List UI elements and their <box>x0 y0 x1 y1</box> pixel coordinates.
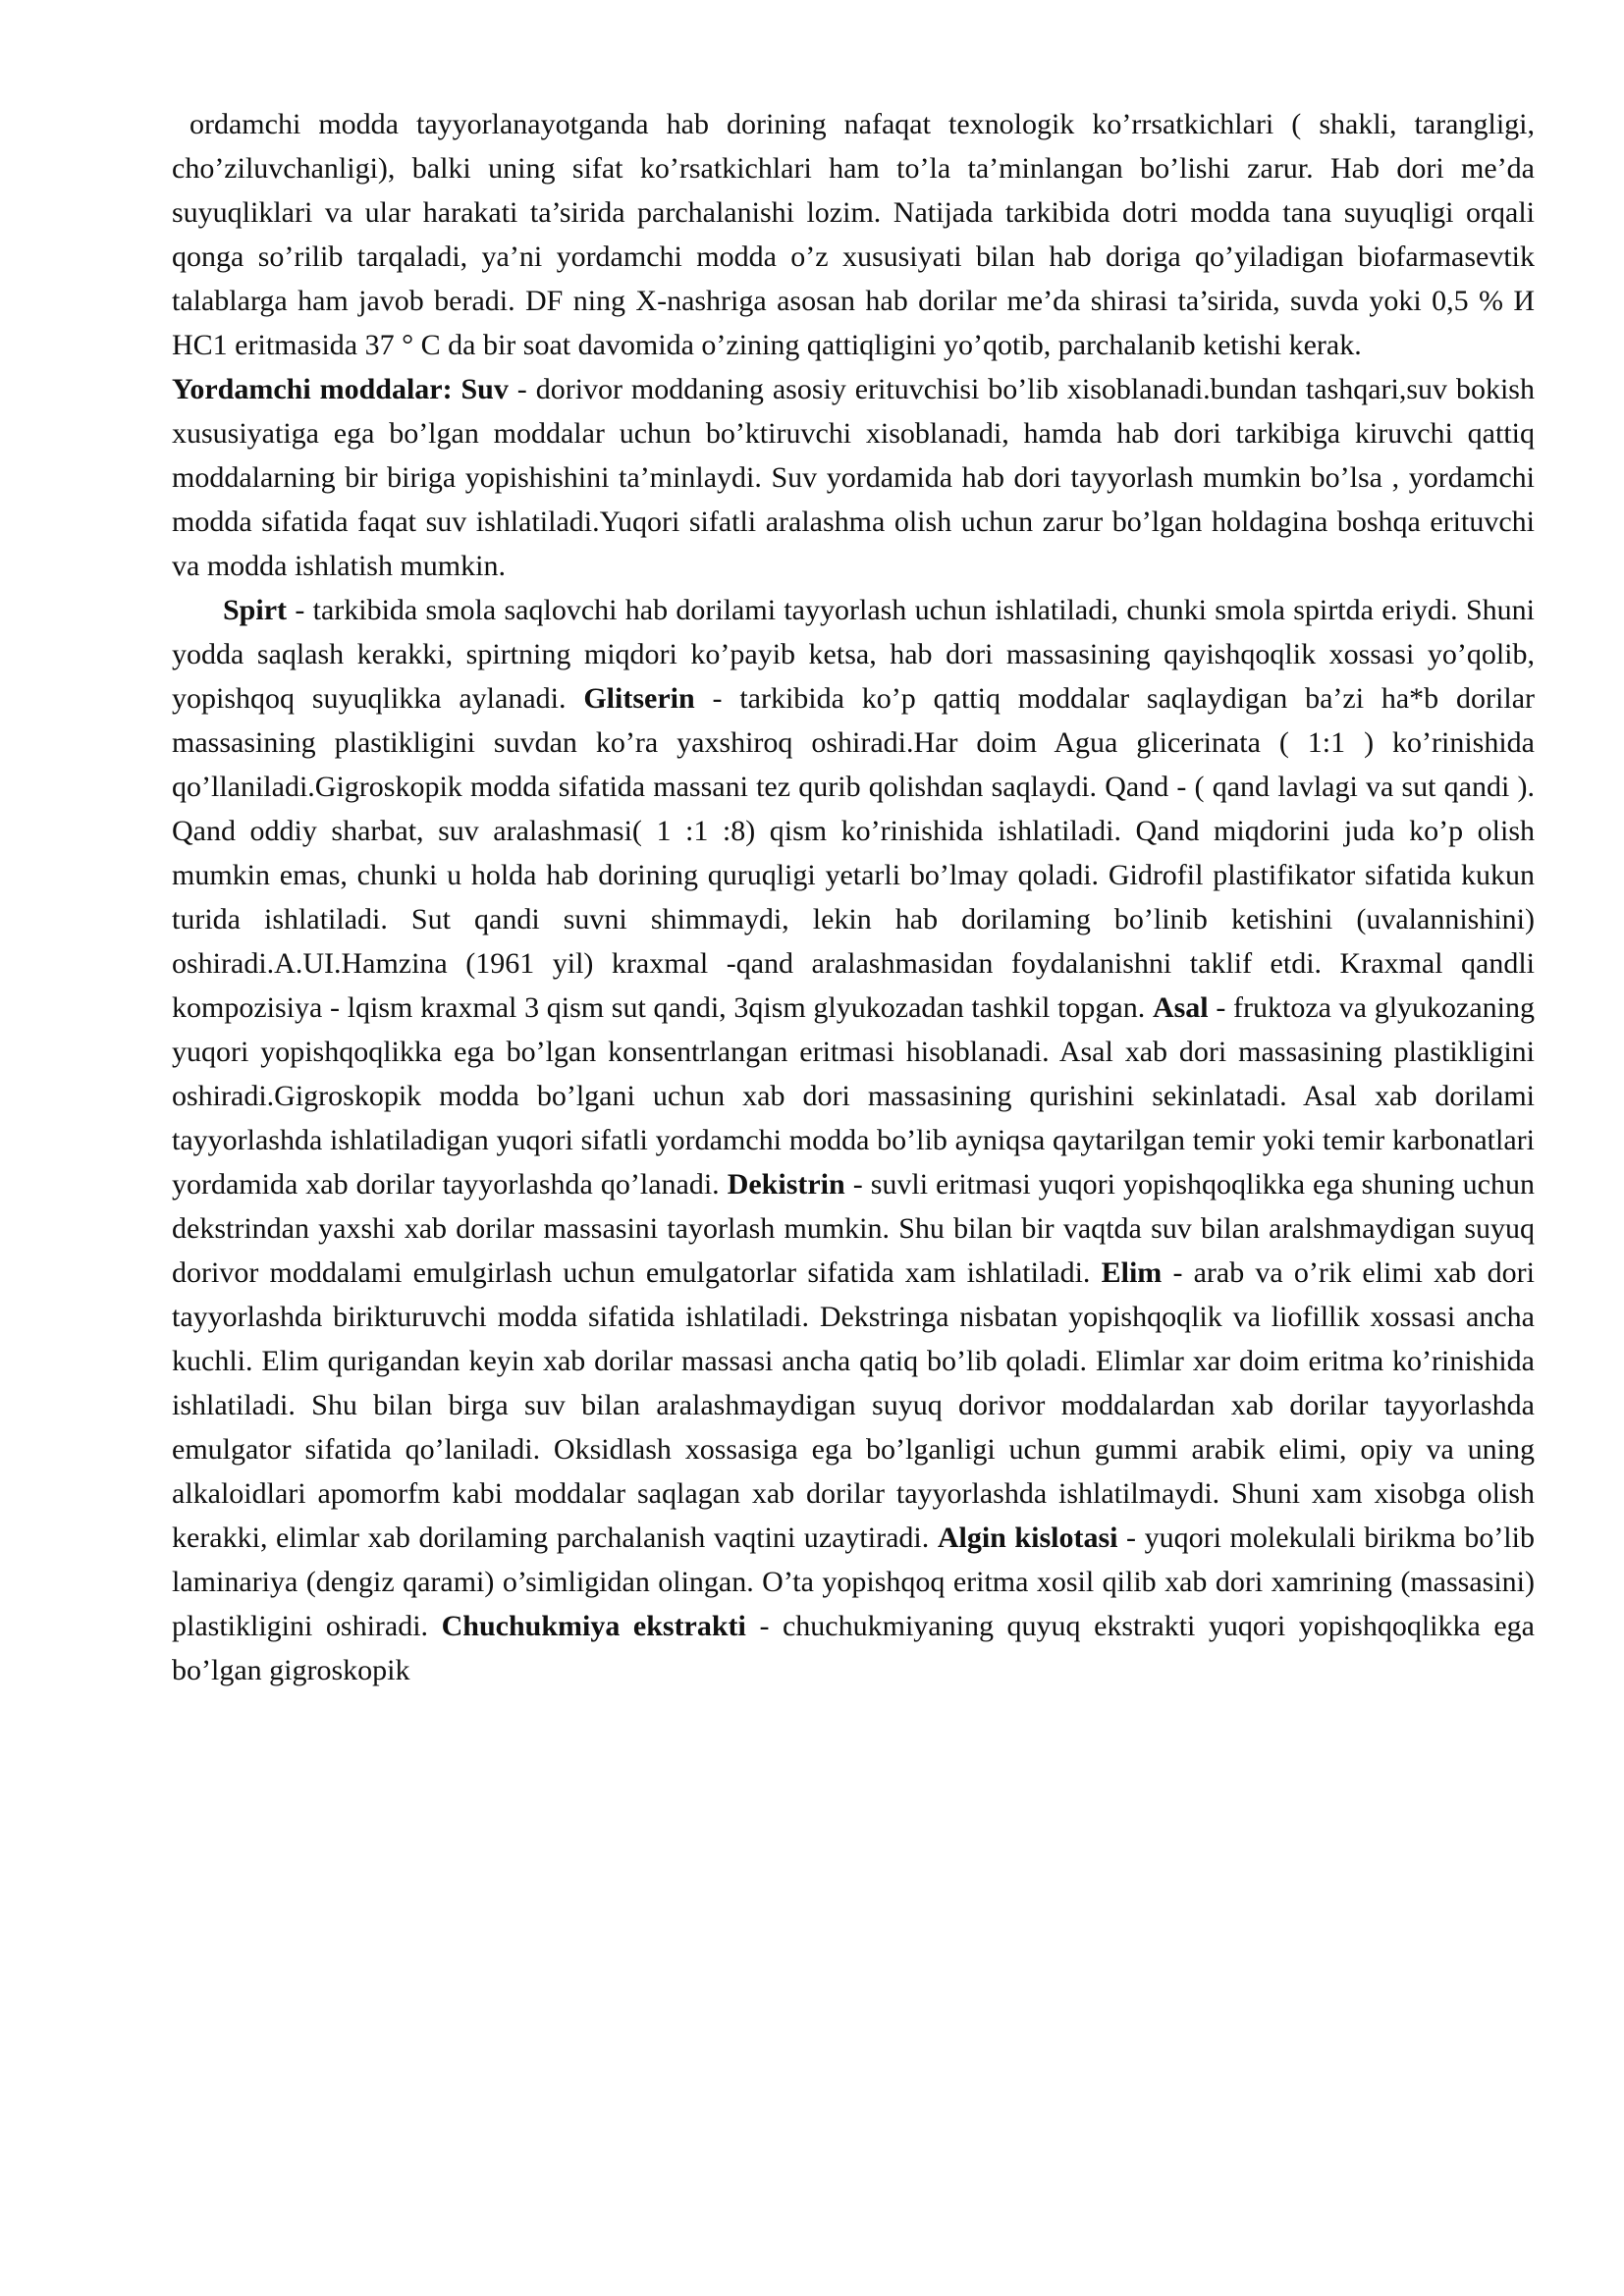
text-asal: - fruktoza va glyukozaning yuqori yopishqoqlikka ega bo’lgan konsentrlangan eritmasi hisoblanadi. Asal xab dori massasining plastikligini oshiradi.Gigroskopik modda bo’lgani uchun xab dori massasining qurishini sekinlatadi. Asal xab dorilami tayyorlashda ishlatiladigan yuqori sifatli yordamchi modda bo’lib ayniqsa qaytarilgan temir yoki temir karbonatlari yordamida xab dorilar tayyorlashda qo’lanadi. <box>172 991 1535 1201</box>
text-dekistrin: - suvli eritmasi yuqori yopishqoqlikka ega shuning uchun dekstrindan yaxshi xab dorilar massasini tayorlash mumkin. Shu bilan bir vaqtda suv bilan aralshmaydigan suyuq dorivor moddalami emulgirlash uchun emulgatorlar sifatida xam ishlatiladi. <box>172 1168 1535 1289</box>
term-asal: Asal <box>1152 991 1209 1024</box>
document-body <box>172 102 1535 1692</box>
text-elim: - arab va o’rik elimi xab dori tayyorlashda birikturuvchi modda sifatida ishlatiladi. Dekstringa nisbatan yopishqoqlik va liofillik xossasi ancha kuchli. Elim qurigandan keyin xab dorilar massasi ancha qatiq bo’lib qoladi. Elimlar xar doim eritma ko’rinishida ishlatiladi. Shu bilan birga suv bilan aralashmaydigan suyuq dorivor moddalardan xab dorilar tayyorlashda emulgator sifatida qo’laniladi. Oksidlash xossasiga ega bo’lganligi uchun gummi arabik elimi, opiy va uning alkaloidlari apomorfm kabi moddalar saqlagan xab dorilar tayyorlashda ishlatilmaydi. Shuni xam xisobga olish kerakki, elimlar xab dorilaming parchalanish vaqtini uzaytiradi. <box>172 1256 1535 1554</box>
term-dekistrin: Dekistrin <box>727 1168 845 1201</box>
text-glitserin: - tarkibida ko’p qattiq moddalar saqlaydigan ba’zi ha*b dorilar massasining plastikligini suvdan ko’ra yaxshiroq oshiradi.Har doim Agua glicerinata ( 1:1 ) ko’rinishida qo’llaniladi.Gigroskopik modda sifatida massani tez qurib qolishdan saqlaydi. Qand - ( qand lavlagi va sut qandi ). Qand oddiy sharbat, suv aralashmasi( 1 :1 :8) qism ko’rinishida ishlatiladi. Qand miqdorini juda ko’p olish mumkin emas, chunki u holda hab dorining quruqligi yetarli bo’lmay qoladi. Gidrofil plastifikator sifatida kukun turida ishlatiladi. Sut qandi suvni shimmaydi, lekin hab dorilaming bo’linib ketishini (uvalannishini) oshiradi.A.UI.Hamzina (1961 yil) kraxmal -qand aralashmasidan foydalanishni taklif etdi. Kraxmal qandli kompozisiya - lqism kraxmal 3 qism sut qandi, 3qism glyukozadan tashkil topgan. <box>172 682 1535 1024</box>
term-spirt: Spirt <box>223 594 288 626</box>
text-chuchukmiya: - chuchukmiyaning quyuq ekstrakti yuqori yopishqoqlikka ega bo’lgan gigroskopik <box>172 1610 1535 1686</box>
paragraph-spirt <box>172 588 1535 1692</box>
intro-text: ordamchi modda tayyorlanayotganda hab dorining nafaqat texnologik ko’rrsatkichlari ( shakli, tarangligi, cho’ziluvchanligi), balki uning sifat ko’rsatkichlari ham to’la ta’minlangan bo’lishi zarur. Hab dori me’da suyuqliklari va ular harakati ta’sirida parchalanishi lozim. Natijada tarkibida dotri modda tana suyuqligi orqali qonga so’rilib tarqaladi, ya’ni yordamchi modda o’z xususiyati bilan hab doriga qo’yiladigan biofarmasevtik talablarga ham javob beradi. DF ning X-nashriga asosan hab dorilar me’da shirasi ta’sirida, suvda yoki 0,5 % И HC1 eritmasida 37 ° C da bir soat davomida o’zining qattiqligini yo’qotib, parchalanib ketishi kerak. <box>172 108 1535 361</box>
term-suv: Yordamchi moddalar: Suv <box>172 373 509 405</box>
text-spirt: - tarkibida smola saqlovchi hab dorilami tayyorlash uchun ishlatiladi, chunki smola spirtda eriydi. Shuni yodda saqlash kerakki, spirtning miqdori ko’payib ketsa, hab dori massasining qayishqoqlik xossasi yo’qolib, yopishqoq suyuqlikka aylanadi. <box>172 594 1535 715</box>
term-glitserin: Glitserin <box>583 682 695 715</box>
text-suv: - dorivor moddaning asosiy erituvchisi bo’lib xisoblanadi.bundan tashqari,suv bokish xususiyatiga ega bo’lgan moddalar uchun bo’ktiruvchi xisoblanadi, hamda hab dori tarkibiga kiruvchi qattiq moddalarning bir biriga yopishishini ta’minlaydi. Suv yordamida hab dori tayyorlash mumkin bo’lsa , yordamchi modda sifatida faqat suv ishlatiladi.Yuqori sifatli aralashma olish uchun zarur bo’lgan holdagina boshqa erituvchi va modda ishlatish mumkin. <box>172 373 1535 582</box>
term-elim: Elim <box>1101 1256 1163 1289</box>
term-algin: Algin kislotasi <box>937 1522 1118 1554</box>
text-algin: - yuqori molekulali birikma bo’lib laminariya (dengiz qarami) o’simligidan olingan. O’ta yopishqoq eritma xosil qilib xab dori xamrining (massasini) plastikligini oshiradi. <box>172 1522 1535 1642</box>
paragraph-yordamchi <box>172 102 1535 588</box>
term-chuchukmiya: Chuchukmiya ekstrakti <box>441 1610 746 1642</box>
